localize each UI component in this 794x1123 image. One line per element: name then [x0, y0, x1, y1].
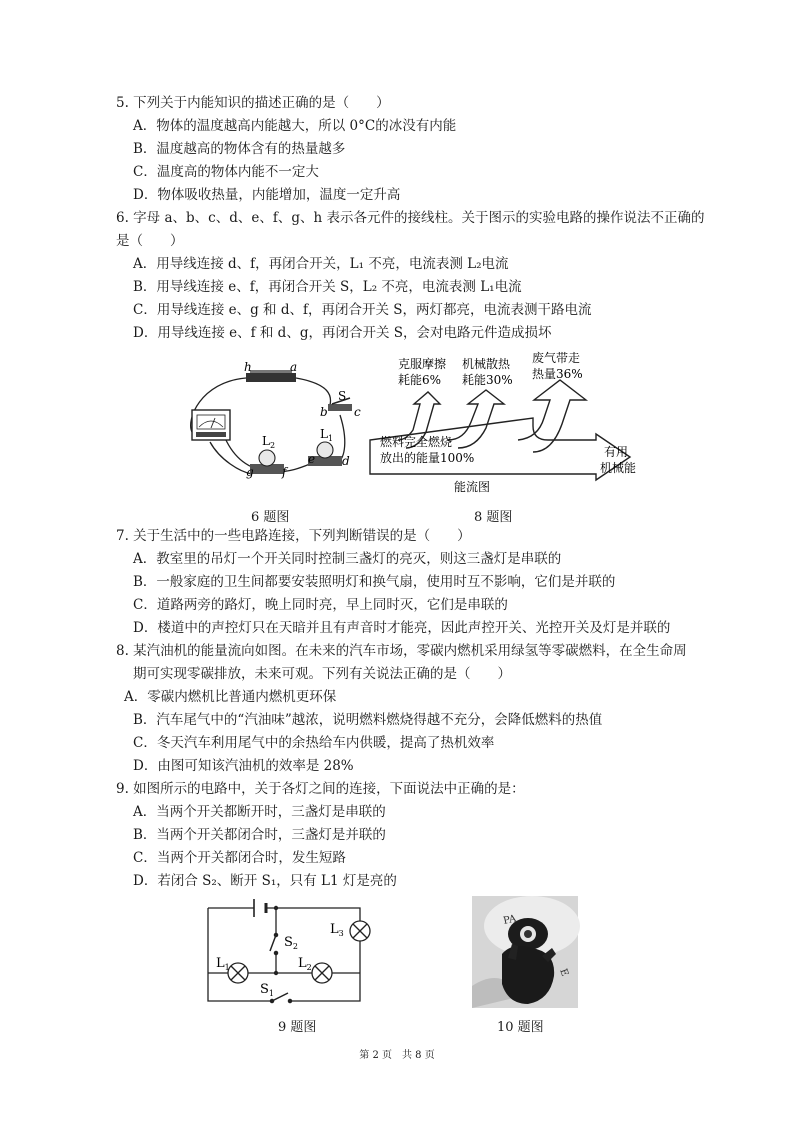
q5-option-b: B．温度越高的物体含有的热量越多 — [133, 141, 346, 157]
fig8-title: 能流图 — [454, 480, 491, 494]
q6-option-a: A．用导线连接 d、f，再闭合开关，L₁ 不亮，电流表测 L₂电流 — [133, 256, 509, 272]
fig8-fuel-line1: 燃料完全燃烧 — [380, 435, 453, 449]
fig6-label-l2: $L_2$ — [262, 434, 276, 450]
fig8-energy-flow-diagram — [368, 352, 658, 497]
q5-option-c: C．温度高的物体内能不一定大 — [133, 164, 319, 180]
q6-option-d: D．用导线连接 e、f 和 d、g，再闭合开关 S，会对电路元件造成损坏 — [133, 325, 552, 341]
fig6-label-f: f — [282, 465, 287, 479]
fig9-label-s1: $S_1$ — [260, 982, 274, 998]
q8-option-c: C．冬天汽车利用尾气中的余热给车内供暖，提高了热机效率 — [133, 735, 495, 751]
q8-option-d: D．由图可知该汽油机的效率是 28% — [133, 758, 354, 774]
q9-option-b: B．当两个开关都闭合时，三盏灯是并联的 — [133, 827, 386, 843]
q7-option-b: B．一般家庭的卫生间都要安装照明灯和换气扇，使用时互不影响，它们是并联的 — [133, 574, 616, 590]
q7-option-d: D．楼道中的声控灯只在天暗并且有声音时才能亮，因此声控开关、光控开关及灯是并联的 — [133, 620, 671, 636]
q8-option-a: A．零碳内燃机比普通内燃机更环保 — [124, 689, 337, 705]
fig6-resistor — [246, 373, 296, 382]
fig10-caption: 10 题图 — [497, 1020, 544, 1035]
fig9-label-l1: $L_1$ — [216, 956, 230, 972]
fig8-friction-line1: 克服摩擦 — [398, 357, 447, 371]
fig6-bulb-l2 — [259, 450, 275, 466]
q7-option-a: A．教室里的吊灯一个开关同时控制三盏灯的亮灭，则这三盏灯是串联的 — [133, 551, 562, 567]
fig10-photo — [472, 896, 578, 1008]
fig6-label-b: b — [320, 405, 328, 419]
fig6-bulb-l1 — [317, 442, 333, 458]
fig8-fuel-line2: 放出的能量100% — [380, 451, 475, 465]
fig9-caption: 9 题图 — [278, 1020, 317, 1035]
q8-stem-line2: 期可实现零碳排放，未来可观。下列有关说法正确的是（ ） — [133, 666, 511, 682]
q5-option-d: D．物体吸收热量，内能增加，温度一定升高 — [133, 187, 401, 203]
q9-option-d: D．若闭合 S₂、断开 S₁，只有 L1 灯是亮的 — [133, 873, 397, 889]
fig6-caption: 6 题图 — [251, 510, 290, 525]
fig6-label-s: S — [338, 389, 347, 403]
q6-stem-line2: 是（ ） — [116, 233, 184, 249]
page-footer: 第 2 页 共 8 页 — [359, 1050, 435, 1061]
fig10-photo-text-pa: PA — [502, 913, 518, 927]
fig9-label-s2: $S_2$ — [284, 935, 298, 951]
fig9-circuit-diagram — [200, 893, 380, 1013]
fig6-label-e: e — [308, 452, 316, 466]
q6-stem-line1: 6. 字母 a、b、c、d、e、f、g、h 表示各元件的接线柱。关于图示的实验电路的操作说法不正确的 — [116, 210, 705, 226]
fig6-circuit-diagram — [180, 360, 360, 485]
fig6-label-l1: $L_1$ — [320, 427, 334, 443]
fig8-mech-line1: 机械散热 — [462, 357, 511, 371]
fig6-switch-s — [328, 404, 352, 411]
q9-option-c: C．当两个开关都闭合时，发生短路 — [133, 850, 346, 866]
fig8-useful-line2: 机械能 — [600, 461, 637, 475]
fig10-photo-text-e: E — [557, 967, 571, 978]
fig9-label-l3: $L_3$ — [330, 922, 344, 938]
q5-stem: 5. 下列关于内能知识的描述正确的是（ ） — [116, 95, 390, 111]
q8-option-b: B．汽车尾气中的“汽油味”越浓，说明燃料燃烧得越不充分，会降低燃料的热值 — [133, 712, 603, 728]
fig8-mech-line2: 耗能30% — [462, 373, 513, 387]
q6-option-b: B．用导线连接 e、f，再闭合开关 S，L₂ 不亮，电流表测 L₁电流 — [133, 279, 522, 295]
q6-option-c: C．用导线连接 e、g 和 d、f，再闭合开关 S，两灯都亮，电流表测干路电流 — [133, 302, 592, 318]
q9-option-a: A．当两个开关都断开时，三盏灯是串联的 — [133, 804, 386, 820]
fig6-label-c: c — [354, 405, 361, 419]
fig6-label-h: h — [244, 360, 252, 374]
fig9-label-l2: $L_2$ — [298, 956, 312, 972]
fig8-caption: 8 题图 — [474, 510, 513, 525]
fig6-label-a: a — [290, 360, 298, 374]
fig8-exhaust-line1: 废气带走 — [532, 351, 581, 365]
fig6-label-d: d — [342, 454, 350, 468]
q5-option-a: A．物体的温度越高内能越大，所以 0°C的冰没有内能 — [133, 118, 457, 134]
fig8-useful-line1: 有用 — [604, 445, 629, 459]
fig8-exhaust-line2: 热量36% — [532, 367, 583, 381]
q8-stem-line1: 8. 某汽油机的能量流向如图。在未来的汽车市场，零碳内燃机采用绿氢等零碳燃料，在全生命周 — [116, 643, 687, 659]
q7-option-c: C．道路两旁的路灯，晚上同时亮，早上同时灭，它们是串联的 — [133, 597, 508, 613]
fig8-friction-line2: 耗能6% — [398, 373, 442, 387]
q9-stem: 9. 如图所示的电路中，关于各灯之间的连接，下面说法中正确的是： — [116, 781, 525, 797]
q7-stem: 7. 关于生活中的一些电路连接，下列判断错误的是（ ） — [116, 528, 471, 544]
fig6-label-g: g — [246, 465, 254, 479]
